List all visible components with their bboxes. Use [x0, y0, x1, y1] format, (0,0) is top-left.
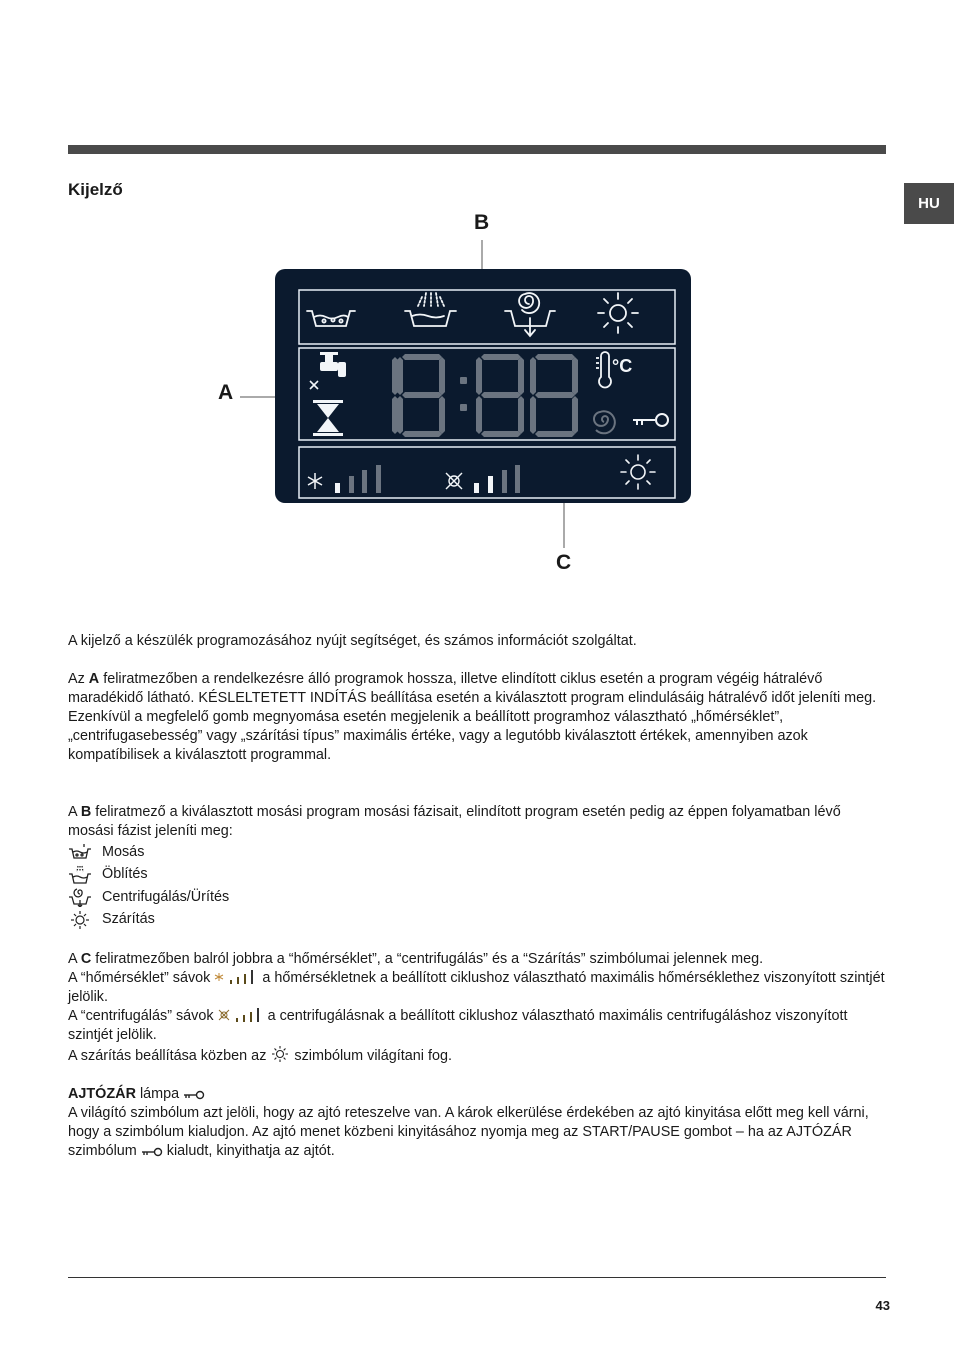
- display-diagram: [200, 205, 720, 595]
- display-panel: [275, 269, 691, 503]
- callout-a: A: [218, 381, 234, 404]
- wash-icon: [68, 842, 92, 862]
- phase-rinse: Öblítés: [68, 864, 888, 887]
- spin-off-icon: [446, 473, 462, 489]
- page-number: 43: [875, 1298, 890, 1313]
- body-text: [68, 632, 888, 1161]
- callout-c: C: [556, 551, 572, 574]
- field-b-paragraph: A B feliratmező a kiválasztott mosási program mosási fázisait, elindított program esetén pedig az éppen folyamatban lévő mosási fázist jeleníti meg:: [68, 804, 841, 839]
- field-a-paragraph-2: Ezenkívül a megfelelő gomb megnyomása esetén megjelenik a beállított programhoz választható „hőmérséklet”, „centrifugasebesség” vagy „szárítási típus” maximális értéke, vagy a legutóbb kiválasztott értékek, amennyiben azok kompatíbilisek a kiválasztott programmal.: [68, 709, 808, 763]
- field-c-paragraph: A C feliratmezőben balról jobbra a “hőmérséklet”, a “centrifugálás” és a “Szárítás” szimbólumai jelennek meg.: [68, 951, 764, 967]
- field-a-paragraph: Az A feliratmezőben a rendelkezésre álló programok hossza, illetve elindított ciklus esetén a program végéig hátralévő maradékidő látható. KÉSLELTETETT INDÍTÁS beállítása esetén a kiválasztott program elindulásáig hátralévő időt jeleníti meg.: [68, 671, 877, 706]
- colon-bottom: [460, 404, 467, 411]
- dry-paragraph: A szárítás beállítása közben az szimbólum világítani fog.: [68, 1045, 888, 1066]
- intro-paragraph: A kijelző a készülék programozásához nyújt segítséget, és számos információt szolgáltat.: [68, 633, 637, 649]
- spin-bars-paragraph: A “centrifugálás” sávok a centrifugálásnak a beállított ciklushoz választható maximális centrifugáláshoz viszonyított szintjét jelölik.: [68, 1008, 848, 1043]
- colon-top: [460, 377, 467, 384]
- key-inline-icon-2: [141, 1146, 163, 1158]
- temp-bars-inline-icon: [214, 969, 258, 985]
- temp-unit: °C: [612, 356, 633, 376]
- key-inline-icon: [183, 1089, 205, 1101]
- phase-spin: Centrifugálás/Ürítés: [68, 886, 888, 909]
- section-title: Kijelző: [68, 180, 123, 199]
- spin-drain-icon: [68, 887, 92, 907]
- dry-inline-icon: [270, 1045, 290, 1063]
- spin-bars-inline-icon: [218, 1007, 264, 1023]
- door-lock-heading: AJTÓZÁR lámpa: [68, 1085, 888, 1104]
- callout-b: B: [474, 211, 490, 234]
- phase-wash: Mosás: [68, 841, 888, 864]
- phase-dry: Szárítás: [68, 909, 888, 932]
- footer-rule: [68, 1277, 886, 1278]
- door-lock-paragraph: A világító szimbólum azt jelöli, hogy az ajtó reteszelve van. A károk elkerülése érdekében az ajtó kinyitása előtt meg kell várni, hogy a szimbólum kialudjon. Az ajtó menet közbeni kinyitásához nyomja meg az START/PAUSE gombot – ha az AJTÓZÁR szimbólum kialudt, kinyithatja az ajtót.: [68, 1105, 869, 1159]
- header-rule: [68, 145, 886, 154]
- language-tab: HU: [904, 183, 954, 224]
- dry-icon: [68, 910, 92, 930]
- temp-bars-paragraph: A “hőmérséklet” sávok a hőmérsékletnek a beállított ciklushoz választható maximális hőmérséklethez viszonyított szintjét jelölik.: [68, 970, 885, 1005]
- rinse-icon: [68, 865, 92, 885]
